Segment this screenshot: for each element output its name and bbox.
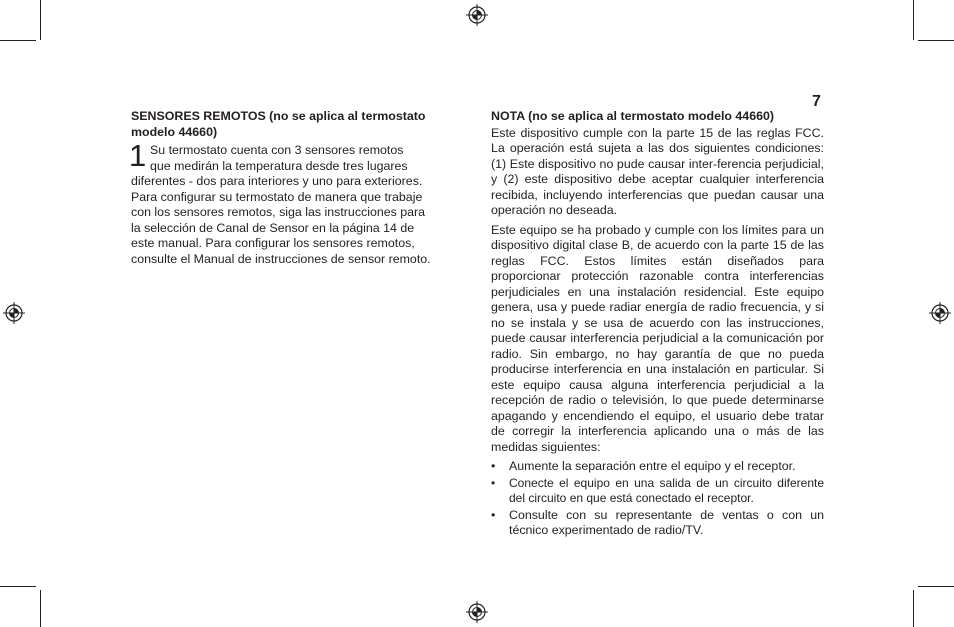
measures-list bbox=[491, 459, 824, 539]
step-line: con los sensores remotos, siga las instrucciones para bbox=[131, 205, 426, 219]
bullet-icon: • bbox=[491, 507, 496, 522]
registration-mark-icon bbox=[466, 4, 488, 26]
step-1 bbox=[129, 138, 458, 267]
list-item bbox=[491, 476, 824, 507]
crop-mark-bottom-right-h bbox=[918, 586, 954, 587]
step-line: Su termostato cuenta con 3 sensores remotos bbox=[150, 143, 404, 157]
crop-mark-top-right-h bbox=[918, 40, 954, 41]
step-line: consulte el Manual de instrucciones de sensor remoto. bbox=[131, 251, 431, 266]
list-item-text: Conecte el equipo en una salida de un circuito diferente del circuito en que está conectado el receptor. bbox=[509, 475, 824, 505]
left-column bbox=[131, 109, 458, 267]
crop-mark-bottom-left-h bbox=[0, 586, 36, 587]
list-item bbox=[491, 508, 824, 539]
step-number: 1 bbox=[129, 138, 147, 173]
list-item-text: Aumente la separación entre el equipo y el receptor. bbox=[509, 459, 796, 473]
crop-mark-bottom-right-v bbox=[913, 590, 914, 627]
bullet-icon: • bbox=[491, 475, 496, 490]
fcc-paragraph-1: Este dispositivo cumple con la parte 15 de las reglas FCC. La operación está sujeta a las dos siguientes condiciones: (1) Este dispositivo no pude causar inter-ferencia perjudicial, y (2) este dispositivo debe aceptar cualquier interferencia recibida, incluyendo interferencias que puedan causar una operación no deseada. bbox=[491, 125, 824, 217]
crop-mark-top-left-v bbox=[40, 0, 41, 40]
fcc-paragraph-2: Este equipo se ha probado y cumple con los límites para un dispositivo digital clase B, de acuerdo con la parte 15 de las reglas FCC. Estos límites están diseñados para proporcionar protección razonable contra interferencias perjudiciales en una instalación residencial. Este equipo genera, usa y puede radiar energía de radio frecuencia, y si no se instala y se usa de acuerdo con las instrucciones, puede causar interferencia perjudicial a la comunicación por radio. Sin embargo, no hay garantía de que no pueda producirse interferencia en una instalación en particular. Si este equipo causa alguna interferencia perjudicial a la recepción de radio o televisión, lo que puede determinarse apagando y encendiendo el equipo, el usuario debe tratar de corregir la interferencia aplicando una o más de las medidas siguientes: bbox=[491, 222, 824, 454]
registration-mark-icon bbox=[466, 601, 488, 623]
list-item-text: Consulte con su representante de ventas o con un técnico experimentado de radio/TV. bbox=[509, 507, 824, 537]
page-number: 7 bbox=[812, 93, 821, 110]
crop-mark-top-left-h bbox=[0, 40, 36, 41]
crop-mark-top-right-v bbox=[913, 0, 914, 40]
bullet-icon: • bbox=[491, 459, 496, 473]
list-item bbox=[491, 459, 824, 475]
step-line: diferentes - dos para interiores y uno para exteriores. bbox=[131, 174, 423, 188]
crop-mark-bottom-left-v bbox=[40, 590, 41, 627]
registration-mark-icon bbox=[929, 302, 951, 324]
step-line: Para configurar su termostato de manera que trabaje bbox=[131, 189, 423, 204]
step-line: que medirán la temperatura desde tres lugares bbox=[150, 158, 408, 173]
step-line: este manual. Para configurar los sensores remotos, bbox=[131, 236, 415, 250]
right-column bbox=[491, 109, 824, 540]
registration-mark-icon bbox=[3, 302, 25, 324]
step-line: la selección de Canal de Sensor en la página 14 de bbox=[131, 220, 415, 235]
section-heading-remote-sensors: SENSORES REMOTOS (no se aplica al termostato modelo 44660) bbox=[131, 109, 426, 139]
section-heading-note: NOTA (no se aplica al termostato modelo 44660) bbox=[491, 109, 774, 123]
